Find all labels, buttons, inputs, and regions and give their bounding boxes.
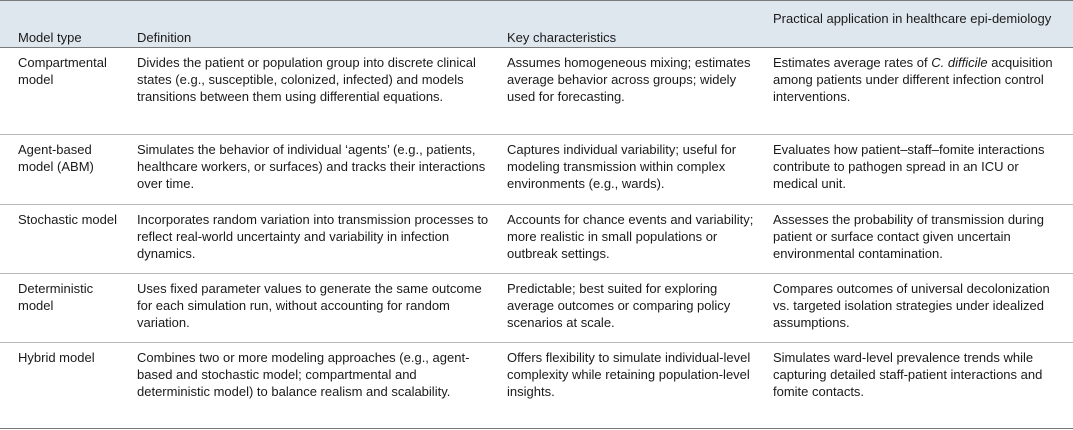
pathogen-name: C. difficile [931, 55, 988, 70]
cell-key-characteristics: Predictable; best suited for exploring average outcomes or comparing policy scenarios at scale. [507, 281, 731, 330]
cell-key-characteristics: Assumes homogeneous mixing; estimates average behavior across groups; widely used for forecasting. [507, 55, 751, 104]
cell-model-type: Agent-based model (ABM) [18, 142, 94, 174]
header-definition: Definition [137, 30, 192, 45]
cell-practical-application: Simulates ward-level prevalence trends while capturing detailed staff-patient interactions and fomite contacts. [773, 350, 1043, 399]
cell-definition: Divides the patient or population group into discrete clinical states (e.g., susceptible, colonized, infected) and models transitions between them using differential equations. [137, 55, 476, 104]
table-header [0, 0, 1073, 48]
cell-definition: Incorporates random variation into transmission processes to reflect real-world uncertainty and variability in infection dynamics. [137, 212, 489, 261]
cell-practical-application [773, 54, 1063, 105]
application-text: Estimates average rates of [773, 55, 932, 70]
cell-practical-application: Compares outcomes of universal decolonization vs. targeted isolation strategies under idealized assumptions. [773, 281, 1050, 330]
cell-key-characteristics: Captures individual variability; useful for modeling transmission within complex environments (e.g., wards). [507, 142, 737, 191]
header-key-characteristics: Key characteristics [507, 30, 617, 45]
cell-practical-application: Evaluates how patient–staff–fomite interactions contribute to pathogen spread in an ICU or medical unit. [773, 142, 1045, 191]
table-row [0, 343, 1073, 429]
table-row [0, 205, 1073, 274]
cell-definition: Simulates the behavior of individual ‘agents’ (e.g., patients, healthcare workers, or surfaces) and tracks their interactions over time. [137, 142, 486, 191]
cell-model-type: Hybrid model [18, 350, 95, 365]
table-row [0, 135, 1073, 205]
table-row [0, 274, 1073, 343]
cell-practical-application: Assesses the probability of transmission during patient or surface contact given uncertain environmental contamination. [773, 212, 1044, 261]
cell-key-characteristics: Offers flexibility to simulate individual-level complexity while retaining population-level insights. [507, 350, 751, 399]
cell-model-type: Compartmental model [18, 55, 107, 87]
application-text: acquisition among patients under different infection control interventions. [773, 55, 1053, 104]
cell-model-type: Stochastic model [18, 212, 117, 227]
cell-definition: Combines two or more modeling approaches (e.g., agent-based and stochastic model; compartmental and deterministic model) to balance realism and scalability. [137, 350, 470, 399]
cell-key-characteristics: Accounts for chance events and variability; more realistic in small populations or outbreak settings. [507, 212, 754, 261]
header-model-type: Model type [18, 30, 82, 45]
header-practical-application: Practical application in healthcare epi-demiology [773, 11, 1052, 26]
cell-definition: Uses fixed parameter values to generate the same outcome for each simulation run, without accounting for random variation. [137, 281, 482, 330]
table-row [0, 48, 1073, 135]
cell-model-type: Deterministic model [18, 281, 94, 313]
